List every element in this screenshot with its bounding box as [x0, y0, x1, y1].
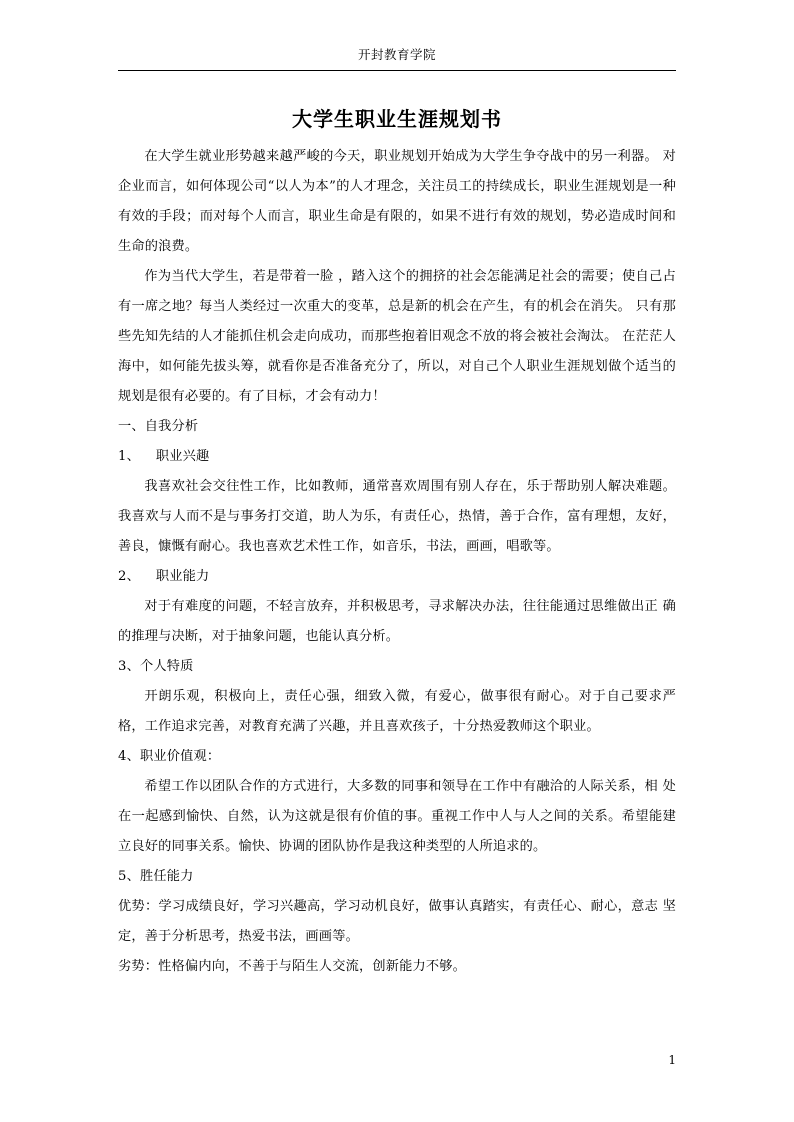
item-1-number: 1、	[118, 449, 140, 464]
item-2-heading	[118, 562, 676, 592]
item-4-heading: 4、职业价值观：	[118, 749, 221, 764]
item-4-body: 希望工作以团队合作的方式进行，大多数的同事和领导在工作中有融洽的人际关系，相 处在一起感到愉快、自然，认为这就是很有价值的事。重视工作中人与人之间的关系。希望能建立良好的同事关系。愉快、协调的团队协作是我这种类型的人所追求的。	[118, 779, 676, 854]
header-divider	[118, 70, 676, 71]
page-number: 1	[668, 1053, 676, 1067]
page-header	[118, 46, 676, 71]
item-1-heading	[118, 442, 676, 472]
item-2-label: 职业能力	[155, 569, 210, 584]
advantages-text: 优势：学习成绩良好，学习兴趣高，学习动机良好，做事认真踏实，有责任心、耐心，意志 坚定，善于分析思考，热爱书法，画画等。	[118, 899, 676, 944]
item-2-body: 对于有难度的问题，不轻言放弃，并积极思考，寻求解决办法，往往能通过思维做出正 确的推理与决断，对于抽象问题，也能认真分析。	[118, 599, 676, 644]
section-heading-self-analysis: 一、自我分析	[118, 419, 199, 434]
item-3-body: 开朗乐观，积极向上，责任心强，细致入微，有爱心，做事很有耐心。对于自己要求严 格，工作追求完善，对教育充满了兴趣，并且喜欢孩子，十分热爱教师这个职业。	[118, 689, 676, 734]
header-institution: 开封教育学院	[357, 47, 436, 62]
item-5-heading: 5、胜任能力	[118, 869, 194, 884]
item-1-label: 职业兴趣	[155, 449, 210, 464]
paragraph-intro-1: 在大学生就业形势越来越严峻的今天，职业规划开始成为大学生争夺战中的另一利器。 对企业而言，如何体现公司“以人为本”的人才理念，关注员工的持续成长，职业生涯规划是一种有效的手段；而对每个人而言，职业生命是有限的，如果不进行有效的规划，势必造成时间和生命的浪费。	[118, 149, 676, 254]
item-3-heading: 3、个人特质	[118, 659, 194, 674]
item-2-number: 2、	[118, 569, 140, 584]
disadvantages-text: 劣势：性格偏内向，不善于与陌生人交流，创新能力不够。	[118, 959, 467, 974]
document-body	[118, 95, 676, 982]
item-1-body: 我喜欢社会交往性工作，比如教师，通常喜欢周围有别人存在，乐于帮助别人解决难题。 我喜欢与人而不是与事务打交道，助人为乐，有责任心，热情，善于合作，富有理想，友好， 善良，慷慨有耐心。我也喜欢艺术性工作，如音乐，书法，画画，唱歌等。	[118, 479, 676, 554]
paragraph-intro-2: 作为当代大学生，若是带着一脸 ，踏入这个的拥挤的社会怎能满足社会的需要；使自己占有一席之地？每当人类经过一次重大的变革，总是新的机会在产生，有的机会在消失。 只有那些先知先结的人才能抓住机会走向成功，而那些抱着旧观念不放的将会被社会淘汰。 在茫茫人海中，如何能先拔头筹，就看你是否准备充分了，所以，对自己个人职业生涯规划做个适当的规划是很有必要的。有了目标，才会有动力！	[118, 269, 676, 404]
page-title: 大学生职业生涯规划书	[292, 107, 502, 131]
